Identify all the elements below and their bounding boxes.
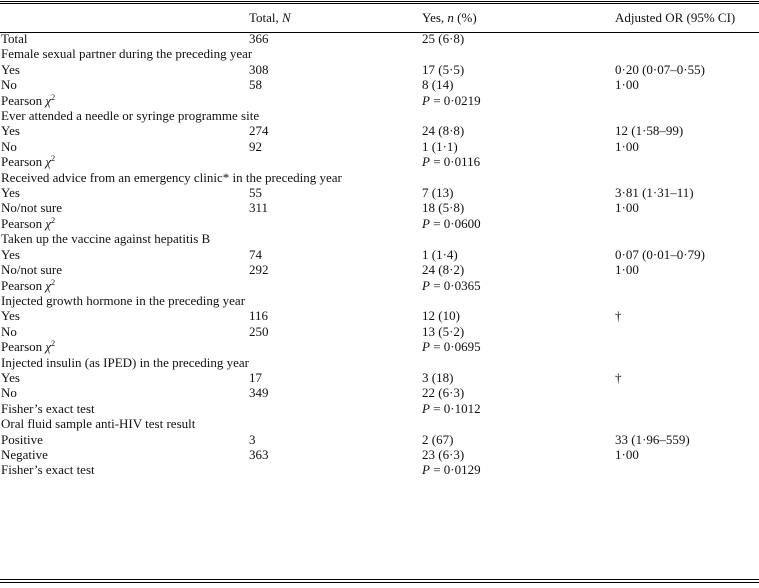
header-row	[0, 5, 759, 31]
row-total: 116	[249, 308, 269, 324]
section-title-row	[0, 108, 759, 123]
bottom-rule-inner	[0, 579, 759, 580]
test-p: P = 0·0695	[422, 339, 481, 355]
top-rule	[0, 1, 759, 2]
test-p: P = 0·0129	[422, 462, 481, 478]
row-label: No	[1, 385, 17, 401]
row-or	[614, 324, 759, 339]
row-label: No/not sure	[1, 262, 63, 278]
row-yes: 13 (5·2)	[422, 323, 465, 339]
test-total	[248, 401, 421, 416]
row-yes: 22 (6·3)	[422, 385, 465, 401]
test-row	[0, 93, 759, 108]
row-label: No	[1, 77, 17, 93]
section-title: Ever attended a needle or syringe programme site	[1, 108, 260, 124]
row-label: Yes	[1, 185, 20, 201]
row-total: 349	[249, 385, 269, 401]
test-total	[248, 154, 421, 169]
header-blank	[0, 5, 248, 31]
table-row	[0, 324, 759, 339]
test-row	[0, 216, 759, 231]
test-label: Fisher’s exact test	[1, 400, 95, 416]
section-title-row	[0, 46, 759, 61]
section-title-row	[0, 231, 759, 246]
row-label: Yes	[1, 369, 20, 385]
row-total: 250	[249, 323, 269, 339]
test-p: P = 0·1012	[422, 400, 481, 416]
test-label: Fisher’s exact test	[1, 462, 95, 478]
row-or: †	[615, 369, 622, 385]
row-label: Positive	[1, 431, 43, 447]
test-total	[248, 93, 421, 108]
test-label: Pearson $\chi^2$	[1, 154, 56, 170]
row-or: 0·07 (0·01–0·79)	[615, 246, 705, 262]
row-or: 1·00	[615, 446, 639, 462]
section-title-row	[0, 355, 759, 370]
table-row	[0, 385, 759, 400]
top-rule-inner	[0, 3, 759, 4]
row-label: No	[1, 138, 17, 154]
table-row	[0, 308, 759, 323]
table-row	[0, 139, 759, 154]
test-or	[614, 339, 759, 354]
row-label: Negative	[1, 446, 48, 462]
row-yes: 23 (6·3)	[422, 446, 465, 462]
total-n: 366	[249, 31, 269, 46]
row-label: Yes	[1, 308, 20, 324]
test-label: Pearson $\chi^2$	[1, 339, 56, 355]
test-p: P = 0·0116	[422, 154, 481, 170]
row-total: 274	[249, 123, 269, 139]
section-title-row	[0, 170, 759, 185]
test-p: P = 0·0219	[422, 92, 481, 108]
row-or: 1·00	[615, 77, 639, 93]
row-total: 92	[249, 138, 262, 154]
row-yes: 3 (18)	[422, 369, 454, 385]
header-total-label: Total, N	[249, 10, 291, 25]
row-or: 1·00	[615, 262, 639, 278]
test-or	[614, 154, 759, 169]
row-total: 311	[249, 200, 269, 216]
test-total	[248, 339, 421, 354]
test-or	[614, 401, 759, 416]
row-yes: 8 (14)	[422, 77, 454, 93]
section-title: Received advice from an emergency clinic* in the preceding year	[1, 169, 342, 185]
test-label: Pearson $\chi^2$	[1, 277, 56, 293]
row-or: 0·20 (0·07–0·55)	[615, 61, 705, 77]
table-row	[0, 185, 759, 200]
table-row	[0, 200, 759, 215]
section-title-row	[0, 416, 759, 431]
table-row	[0, 432, 759, 447]
test-row	[0, 401, 759, 416]
row-yes: 7 (13)	[422, 185, 454, 201]
row-or: †	[615, 308, 622, 324]
row-label: Yes	[1, 123, 20, 139]
test-or	[614, 216, 759, 231]
test-p: P = 0·0365	[422, 277, 481, 293]
row-yes: 24 (8·8)	[422, 123, 465, 139]
test-row	[0, 278, 759, 293]
results-table	[0, 5, 759, 478]
table-row	[0, 123, 759, 138]
table-body	[0, 31, 759, 478]
row-total: 292	[249, 262, 269, 278]
table-row	[0, 370, 759, 385]
row-total: 363	[249, 446, 269, 462]
bottom-rule	[0, 582, 759, 583]
row-label: Yes	[1, 61, 20, 77]
row-yes: 12 (10)	[422, 308, 460, 324]
table-row	[0, 262, 759, 277]
test-row	[0, 339, 759, 354]
header-yes-label: Yes, n (%)	[422, 10, 477, 25]
table-row	[0, 247, 759, 262]
section-title: Injected insulin (as IPED) in the preceding year	[1, 354, 249, 370]
row-label: No	[1, 323, 17, 339]
table-row	[0, 62, 759, 77]
total-yes: 25 (6·8)	[422, 31, 465, 46]
section-title: Female sexual partner during the preceding year	[1, 46, 253, 62]
row-yes: 18 (5·8)	[422, 200, 465, 216]
test-total	[248, 462, 421, 477]
row-total: 308	[249, 61, 269, 77]
row-or: 12 (1·58–99)	[615, 123, 684, 139]
row-or	[614, 385, 759, 400]
header-or: Adjusted OR (95% CI)	[615, 10, 736, 25]
test-label: Pearson $\chi^2$	[1, 215, 56, 231]
test-total	[248, 216, 421, 231]
row-total: 17	[249, 369, 262, 385]
total-or	[614, 31, 759, 46]
row-yes: 24 (8·2)	[422, 262, 465, 278]
section-title: Taken up the vaccine against hepatitis B	[1, 231, 211, 247]
test-row	[0, 154, 759, 169]
test-p: P = 0·0600	[422, 215, 481, 231]
row-total: 58	[249, 77, 262, 93]
row-yes: 1 (1·4)	[422, 246, 458, 262]
row-total: 74	[249, 246, 262, 262]
test-row	[0, 462, 759, 477]
row-yes: 1 (1·1)	[422, 138, 458, 154]
header-yes	[421, 5, 614, 31]
row-total: 55	[249, 185, 262, 201]
row-or: 1·00	[615, 138, 639, 154]
test-or	[614, 278, 759, 293]
test-or	[614, 93, 759, 108]
row-total: 3	[249, 431, 256, 447]
test-total	[248, 278, 421, 293]
section-title: Oral fluid sample anti-HIV test result	[1, 416, 196, 432]
test-or	[614, 462, 759, 477]
table-row	[0, 77, 759, 92]
row-yes: 17 (5·5)	[422, 61, 465, 77]
test-label: Pearson $\chi^2$	[1, 92, 56, 108]
total-label: Total	[1, 31, 28, 46]
table-row	[0, 447, 759, 462]
section-title: Injected growth hormone in the preceding year	[1, 292, 246, 308]
row-or: 1·00	[615, 200, 639, 216]
header-total	[248, 5, 421, 31]
row-label: Yes	[1, 246, 20, 262]
row-or: 33 (1·96–559)	[615, 431, 690, 447]
row-or: 3·81 (1·31–11)	[615, 185, 694, 201]
row-yes: 2 (67)	[422, 431, 454, 447]
total-row	[0, 31, 759, 46]
row-label: No/not sure	[1, 200, 63, 216]
section-title-row	[0, 293, 759, 308]
